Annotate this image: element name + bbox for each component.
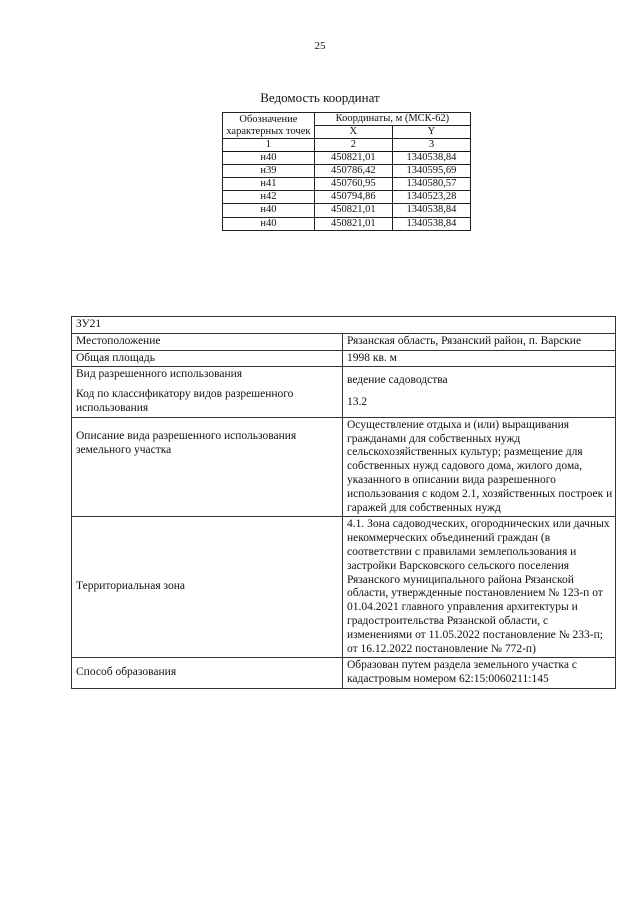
coordinates-header: Координаты, м (МСК-62) [314,113,470,126]
x-header: X [314,126,392,139]
territorial-zone-value: 4.1. Зона садоводческих, огороднических или дачных некоммерческих объединений граждан (в соответствии с правилами землепользования и застройки Варсковского сельского поселения Рязанского муниципального района Рязанской области, утвержденные постановлением № 123-п от 01.04.2021 главного управления архитектуры и градостроительства Рязанской области, с изменениями от 11.05.2022 постановление № 233-п; от 16.12.2022 постановление № 772-п) [342,517,615,658]
land-plot-table [71,316,616,689]
territorial-zone-label: Территориальная зона [72,517,343,658]
y-cell: 1340523,28 [392,191,470,204]
formation-method-value: Образован путем раздела земельного участка с кадастровым номером 62:15:0060211:145 [342,658,615,689]
point-designation-header: Обозначение характерных точек [223,113,315,139]
x-cell: 450794,86 [314,191,392,204]
table-row [223,191,471,204]
x-cell: 450821,01 [314,217,392,230]
location-value: Рязанская область, Рязанский район, п. Варские [342,333,615,350]
y-cell: 1340538,84 [392,217,470,230]
x-cell: 450760,95 [314,178,392,191]
formation-method-label: Способ образования [72,658,343,689]
table-row [223,165,471,178]
plot-id-row [72,317,616,334]
x-cell: 450821,01 [314,152,392,165]
column-number: 2 [314,139,392,152]
x-cell: 450786,42 [314,165,392,178]
point-cell: н40 [223,152,315,165]
permitted-use-values [342,367,615,417]
point-cell: н40 [223,217,315,230]
column-number: 1 [223,139,315,152]
point-cell: н40 [223,204,315,217]
point-cell: н41 [223,178,315,191]
table-row [223,204,471,217]
y-cell: 1340595,69 [392,165,470,178]
y-cell: 1340538,84 [392,152,470,165]
table-row [223,217,471,230]
coordinates-table [222,112,471,231]
location-label: Местоположение [72,333,343,350]
use-description-label: Описание вида разрешенного использования земельного участка [72,417,343,517]
area-label: Общая площадь [72,350,343,367]
permitted-use-value: ведение садоводства [346,374,448,387]
point-cell: н42 [223,191,315,204]
classifier-code-label: Код по классификатору видов разрешенного использования [76,388,294,414]
table-row [72,517,616,658]
table-row [72,333,616,350]
table-row [223,152,471,165]
table-row [72,658,616,689]
table-row [72,367,616,417]
table-row [72,350,616,367]
permitted-use-label: Вид разрешенного использования [76,368,243,381]
page-number: 25 [314,40,326,52]
column-number: 3 [392,139,470,152]
y-cell: 1340580,57 [392,178,470,191]
coordinates-title: Ведомость координат [260,90,380,105]
use-description-value: Осуществление отдыха и (или) выращивания гражданами для собственных нужд сельскохозяйственных культур; размещение для собственных нужд садового дома, жилого дома, указанного в описании вида разрешенного использования с кодом 2.1, хозяйственных построек и гаражей для собственных нужд [342,417,615,517]
y-cell: 1340538,84 [392,204,470,217]
y-header: Y [392,126,470,139]
point-cell: н39 [223,165,315,178]
x-cell: 450821,01 [314,204,392,217]
table-row [72,417,616,517]
permitted-use-cell [72,367,343,417]
plot-id: ЗУ21 [72,317,616,334]
area-value: 1998 кв. м [342,350,615,367]
classifier-code-value: 13.2 [346,396,368,409]
table-row [223,178,471,191]
